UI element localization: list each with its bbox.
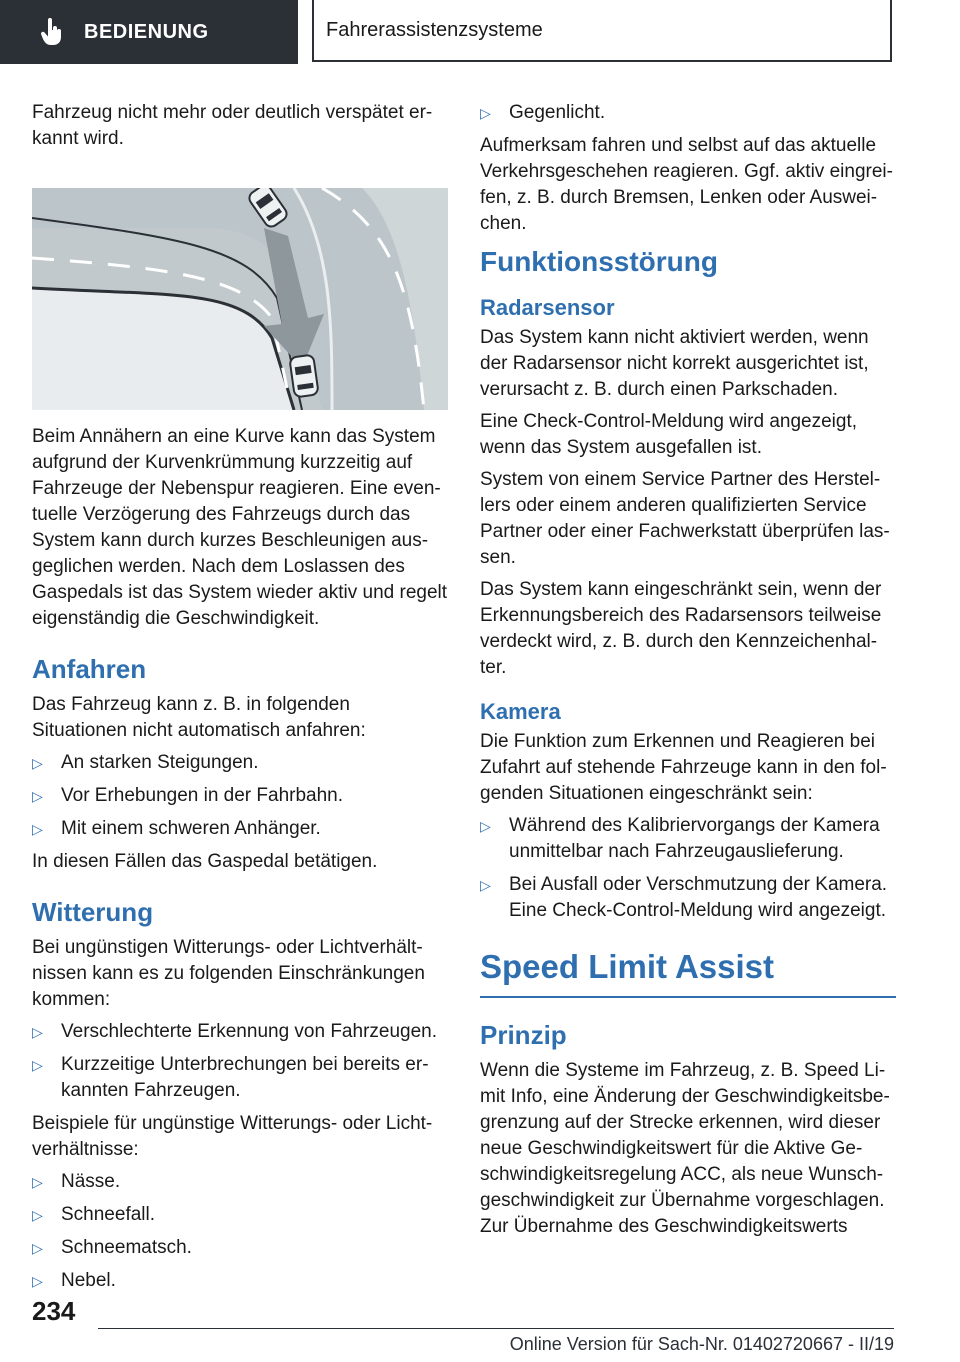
chapter-tab [312,0,892,62]
section-title: BEDIENUNG [84,20,209,43]
list [32,1019,450,1104]
curve-illustration [32,188,448,410]
list-item: ▷ Bei Ausfall oder Verschmutzung der Kamera. Eine Check-Control-Meldung wird angezeigt. [480,872,896,924]
list-item: ▷ Nebel. [32,1268,450,1294]
heading-speed-limit-assist: Speed Limit Assist [480,948,896,998]
list-item: ▷ Vor Erhebungen in der Fahrbahn. [32,783,450,809]
list-item: ▷ Verschlechterte Erkennung von Fahrzeugen. [32,1019,450,1045]
list-item: ▷ Gegenlicht. [480,100,896,126]
footer-divider [98,1328,894,1329]
paragraph: Die Funktion zum Erkennen und Reagieren bei Zufahrt auf stehende Fahrzeuge kann in den fol-genden Situationen eingeschränkt sein: [480,731,887,804]
page-number: 234 [32,1296,76,1326]
paragraph: Das System kann nicht aktiviert werden, wenn der Radarsensor nicht korrekt ausgerichtet ist, verursacht z. B. durch einen Parkschaden. [480,327,869,400]
list-item: ▷ Während des Kalibriervorgangs der Kamera unmittelbar nach Fahrzeugauslieferung. [480,813,896,865]
list-item: ▷ Schneefall. [32,1202,450,1228]
chapter-title: Fahrerassistenzsysteme [326,18,543,41]
paragraph: Fahrzeug nicht mehr oder deutlich verspätet er-kannt wird. [32,102,433,149]
list-item: ▷ Mit einem schweren Anhänger. [32,816,450,842]
hand-pointer-icon [40,18,64,46]
heading-funktionsstoerung: Funktionsstörung [480,246,718,277]
list-item: ▷ Kurzzeitige Unterbrechungen bei bereits er-kannten Fahrzeugen. [32,1052,450,1104]
paragraph: Wenn die Systeme im Fahrzeug, z. B. Speed Li-mit Info, eine Änderung der Geschwindigkeitsbe-grenzung auf der Strecke erkennen, wird dieser neue Geschwindigkeitswert für die Aktive Ge-schwindigkeitsregelung ACC, als neue Wunsch-geschwindigkeit zur Übernahme vorgeschlagen. Zur Übernahme des Geschwindigkeitswerts [480,1060,890,1237]
list-item: ▷ An starken Steigungen. [32,750,450,776]
paragraph: Das Fahrzeug kann z. B. in folgenden Situationen nicht automatisch anfahren: [32,694,366,741]
right-column [480,100,896,1246]
heading-kamera: Kamera [480,699,561,724]
paragraph: Das System kann eingeschränkt sein, wenn der Erkennungsbereich des Radarsensors teilweise verdeckt wird, z. B. durch den Kennzeichenhal-ter. [480,579,882,678]
paragraph: Beispiele für ungünstige Witterungs- oder Licht-verhältnisse: [32,1113,433,1160]
heading-anfahren: Anfahren [32,654,147,684]
heading-radarsensor: Radarsensor [480,295,615,320]
footer-text: Online Version für Sach-Nr. 01402720667 - II/19 [509,1334,894,1354]
paragraph: Eine Check-Control-Meldung wird angezeigt, wenn das System ausgefallen ist. [480,411,858,458]
section-tab [0,0,298,64]
paragraph: In diesen Fällen das Gaspedal betätigen. [32,851,378,872]
paragraph: Beim Annähern an eine Kurve kann das System aufgrund der Kurvenkrümmung kurzzeitig auf Fahrzeuge der Nebenspur reagieren. Eine even-tuelle Verzögerung des Fahrzeugs durch das System kann durch kurzes Beschleunigen aus-geglichen werden. Nach dem Loslassen des Gaspedals ist das System wieder aktiv und regelt eigenständig die Geschwindigkeit. [32,426,448,629]
paragraph: System von einem Service Partner des Herstel-lers oder einem anderen qualifizierten Service Partner oder einer Fachwerkstatt überprüfen las-sen. [480,469,890,568]
list [480,100,896,126]
list-item: ▷ Schneematsch. [32,1235,450,1261]
heading-witterung: Witterung [32,897,154,927]
paragraph: Aufmerksam fahren und selbst auf das aktuelle Verkehrsgeschehen reagieren. Ggf. aktiv eingrei-fen, z. B. durch Bremsen, Lenken oder Auswei-chen. [480,135,893,234]
list [32,1169,450,1294]
list [480,813,896,924]
paragraph: Bei ungünstigen Witterungs- oder Lichtverhält-nissen kann es zu folgenden Einschränkungen kommen: [32,937,425,1010]
left-column [32,100,450,1301]
heading-prinzip: Prinzip [480,1020,567,1050]
list [32,750,450,842]
list-item: ▷ Nässe. [32,1169,450,1195]
